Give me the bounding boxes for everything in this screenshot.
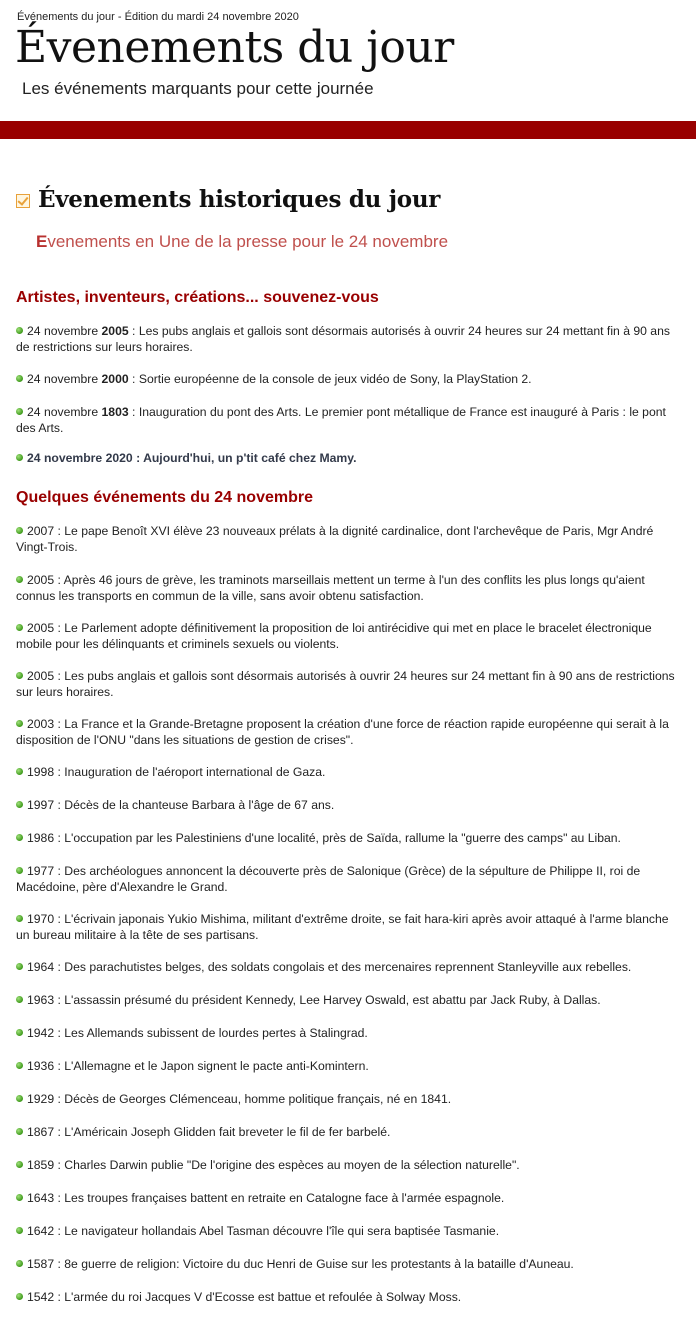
bullet-icon (16, 1227, 23, 1234)
list-item: 1643 : Les troupes françaises battent en retraite en Catalogne face à l'armée espagnole. (16, 1191, 680, 1207)
press-link[interactable] (36, 232, 448, 252)
list-item: 1963 : L'assassin présumé du président Kennedy, Lee Harvey Oswald, est abattu par Jack Ruby, à Dallas. (16, 993, 680, 1009)
list-item: 1867 : L'Américain Joseph Glidden fait breveter le fil de fer barbelé. (16, 1125, 680, 1141)
artists-heading: Artistes, inventeurs, créations... souvenez-vous (16, 289, 379, 306)
list-item: 24 novembre 1803 : Inauguration du pont des Arts. Le premier pont métallique de France est inauguré à Paris : le pont des Arts. (16, 405, 666, 435)
bullet-icon (16, 527, 23, 534)
press-link-text: venements en Une de la presse pour le 24 novembre (47, 232, 449, 251)
list-item: 24 novembre 2000 : Sortie européenne de la console de jeux vidéo de Sony, la PlayStation 2. (16, 372, 680, 388)
list-item: 1977 : Des archéologues annoncent la découverte près de Salonique (Grèce) de la sépulture de Philippe II, roi de Macédoine, père d'Alexandre le Grand. (16, 864, 641, 894)
events-heading: Quelques événements du 24 novembre (16, 489, 313, 506)
bullet-icon (16, 768, 23, 775)
bullet-icon (16, 1194, 23, 1201)
bullet-icon (16, 915, 23, 922)
bullet-icon (16, 1293, 23, 1300)
list-item: 1986 : L'occupation par les Palestiniens d'une localité, près de Saïda, rallume la "guerre des camps" au Liban. (16, 831, 680, 847)
bullet-icon (16, 1161, 23, 1168)
bullet-icon (16, 408, 23, 415)
bullet-icon (16, 801, 23, 808)
list-item: 1970 : L'écrivain japonais Yukio Mishima, militant d'extrême droite, se fait hara-kiri après avoir attaqué à l'arme blanche un bureau militaire à la tête de ses partisans. (16, 912, 669, 942)
checkbox-icon (16, 194, 30, 208)
list-item: 1587 : 8e guerre de religion: Victoire du duc Henri de Guise sur les protestants à la bataille d'Auneau. (16, 1257, 680, 1273)
bullet-icon (16, 672, 23, 679)
list-item: 1936 : L'Allemagne et le Japon signent le pacte anti-Komintern. (16, 1059, 680, 1075)
list-item: 2005 : Après 46 jours de grève, les traminots marseillais mettent un terme à l'un des conflits les plus longs qu'aient connus les transports en commun de la ville, sans avoir obtenu satisfaction. (16, 573, 645, 603)
list-item-highlight: 24 novembre 2020 : Aujourd'hui, un p'tit café chez Mamy. (16, 451, 680, 467)
bullet-icon (16, 624, 23, 631)
header-divider-bar (0, 121, 696, 139)
bullet-icon (16, 1095, 23, 1102)
list-item: 1542 : L'armée du roi Jacques V d'Ecosse est battue et refoulée à Solway Moss. (16, 1290, 680, 1306)
list-item: 1964 : Des parachutistes belges, des soldats congolais et des mercenaires reprennent Stanleyville aux rebelles. (16, 960, 680, 976)
list-item: 1929 : Décès de Georges Clémenceau, homme politique français, né en 1841. (16, 1092, 680, 1108)
list-item: 24 novembre 2005 : Les pubs anglais et gallois sont désormais autorisés à ouvrir 24 heures sur 24 mettant fin à 90 ans de restrictions sur leurs horaires. (16, 324, 670, 354)
bullet-icon (16, 1029, 23, 1036)
page-header (0, 0, 696, 121)
bullet-icon (16, 1128, 23, 1135)
list-item: 2005 : Le Parlement adopte définitivement la proposition de loi antirécidive qui met en place le bracelet électronique mobile pour les délinquants et criminels sexuels ou violents. (16, 621, 652, 651)
list-item: 2005 : Les pubs anglais et gallois sont désormais autorisés à ouvrir 24 heures sur 24 mettant fin à 90 ans de restrictions sur leurs horaires. (16, 669, 675, 699)
bullet-icon (16, 720, 23, 727)
press-link-initial: E (36, 232, 48, 251)
section-title: Évenements historiques du jour (38, 186, 441, 213)
list-item: 1997 : Décès de la chanteuse Barbara à l'âge de 67 ans. (16, 798, 680, 814)
list-item: 1642 : Le navigateur hollandais Abel Tasman découvre l'île qui sera baptisée Tasmanie. (16, 1224, 680, 1240)
bullet-icon (16, 375, 23, 382)
site-title[interactable]: Évenements du jour (15, 22, 454, 73)
bullet-icon (16, 576, 23, 583)
bullet-icon (16, 834, 23, 841)
list-item: 1859 : Charles Darwin publie "De l'origine des espèces au moyen de la sélection naturelle". (16, 1158, 680, 1174)
bullet-icon (16, 963, 23, 970)
bullet-icon (16, 1260, 23, 1267)
site-subtitle: Les événements marquants pour cette journée (22, 79, 374, 98)
list-item: 1942 : Les Allemands subissent de lourdes pertes à Stalingrad. (16, 1026, 680, 1042)
section-heading (16, 186, 440, 213)
list-item: 2007 : Le pape Benoît XVI élève 23 nouveaux prélats à la dignité cardinalice, dont l'archevêque de Paris, Mgr André Vingt-Trois. (16, 524, 654, 554)
bullet-icon (16, 1062, 23, 1069)
bullet-icon (16, 454, 23, 461)
list-item: 1998 : Inauguration de l'aéroport international de Gaza. (16, 765, 680, 781)
bullet-icon (16, 867, 23, 874)
breadcrumb: Événements du jour - Édition du mardi 24 novembre 2020 (17, 11, 299, 23)
bullet-icon (16, 996, 23, 1003)
bullet-icon (16, 327, 23, 334)
list-item: 2003 : La France et la Grande-Bretagne proposent la création d'une force de réaction rapide européenne qui serait à la disposition de l'ONU "dans les situations de gestion de crises". (16, 717, 669, 747)
